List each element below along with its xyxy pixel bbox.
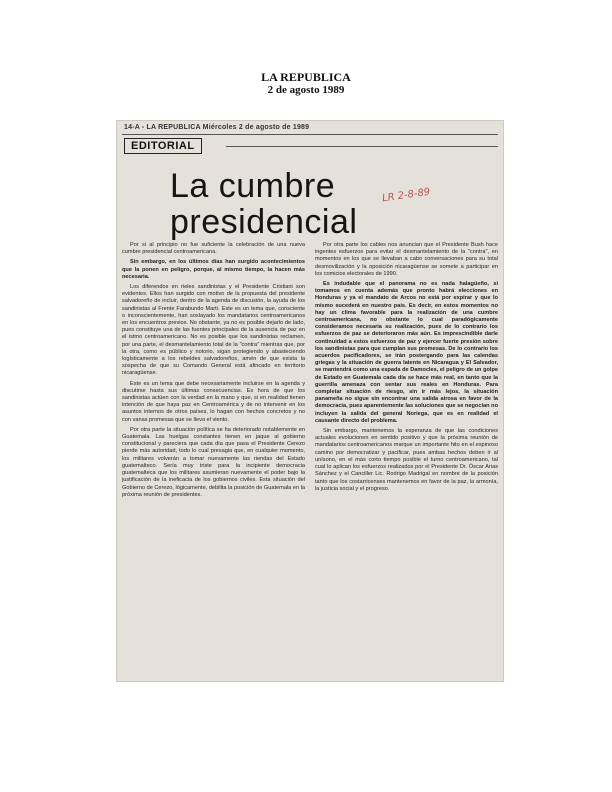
article-body [122, 242, 498, 674]
publication-date: 2 de agosto 1989 [267, 84, 345, 96]
headline-line-2: presidencial [170, 203, 358, 241]
paragraph: Por otra parte los cables nos anuncian que el Presidente Bush hace ingentes esfuerzos para evitar el desmantelamiento de la "contra", en momentos en los que se llevaban a cabo conversaciones para su total desmovilización y la oposición nicaragüense se somete a participar en los comicios electorales de 1990. [315, 242, 498, 277]
paragraph: Sin embargo, en los últimos días han surgido acontecimientos que la ponen en peligro, porque, al mismo tiempo, la hacen más necesaria. [122, 259, 305, 280]
page-folio: 14-A - LA REPUBLICA Miércoles 2 de agosto de 1989 [124, 124, 310, 131]
section-rule [226, 146, 498, 147]
handwritten-date-note: LR 2-8-89 [381, 186, 431, 205]
headline-line-1: La cumbre [170, 167, 336, 205]
editorial-headline [170, 168, 470, 240]
paragraph: Sin embargo, mantenemos la esperanza de que las condiciones actuales evolucionen en sentido positivo y que la próxima reunión de mandatarios centroamericanos marque un importante hito en el espinoso camino por democratizar y pacificar, pues ambas hechos deben ir al unísono, en el más corto tiempo posible el turno centroamericano, tal cual lo aplican los esfuerzos realizados por el Presidente Dr. Óscar Arias Sánchez y el Canciller Lic. Rodrigo Madrigal en nombre de la posición tanto que los costarricenses mantenemos en favor de la paz, la armonía, la justicia social y el progreso. [315, 428, 498, 492]
paragraph: Por otra parte la situación política se ha deteriorado notablemente en Guatemala. Las huelgas constantes tienen en jaque al gobierno constitucional y pareciera que cada día que pasa el Presidente Cerezo pierde más autoridad, todo lo cual presagia que, en cualquier momento, los militares volverán a tomar nuevamente las riendas del Estado guatemalteco. Sería muy triste para la incipiente democracia guatemalteca que los militares asumieran nuevamente el poder bajo la justificación de la ineficacia de los gobiernos civiles. Esta situación del Gobierno de Cerezo, lógicamente, debilita la posición de Guatemala en la próxima reunión de presidentes. [122, 426, 305, 498]
newspaper-name: LA REPUBLICA [261, 70, 351, 84]
paragraph: Este es un tema que debe necesariamente incluirse en la agenda y discutirse hasta sus últimas consecuencias. Es hora de que los sandinistas actúen con la verdad en la mano y que, si en realidad tienen intención de que haya paz en Centroamérica y de no intervenir en los asuntos internos de otros países, lo hagan con hechos concretos y no con vanas promesas que se lleva el viento. [122, 380, 305, 423]
left-column [122, 242, 305, 674]
document-header [0, 70, 612, 97]
section-label: EDITORIAL [124, 138, 202, 154]
paragraph: Los diferendos en rieles sandinistas y el Presidente Cristiani son evidentes. Ellos han surgido con motivo de la propuesta del presidente salvadoreño de incluir, dentro de la agenda de discusión, la ayuda de los sandinistas al Frente Farabundo Martí. Este es un tema que, consciente o inconscientemente, han soslayado los mandatarios centroamericanos en los encuentros previos. No obstante, ya no es posible dejarlo de lado, pues constituye una de las fuentes principales de la ausencia de paz en el istmo centroamericano. No es posible que los sandinistas reclamen, por una parte, el desmantelamiento total de la "contra" mientras que, por la otra, como es público y notorio, sigan protegiendo y abasteciendo logísticamente a los rebeldes salvadoreños, amén de que exista la sospecha de que su Comando General está afincado en territorio nicaragüense. [122, 284, 305, 377]
paragraph: Es indudable que el panorama no es nada halagüeño, si tomamos en cuenta además que pronto habrá elecciones en Honduras y ya el mandato de Arcos no está por expirar y que lo mismo sucederá en nuestro país. Es decir, en estos momentos no hay un clima favorable para la realización de una cumbre centroamericana, no obstante lo cual paradógicamente consideramos necesaria su realización, pues de lo contrario los esfuerzos de paz se deterioraron más aún. Es imprescindible darle continuidad a estos esfuerzos de paz y ejercer fuerte presión sobre los sandinistas para que cumplan sus promesas. De lo contrario los acuerdos pacificadores, se irán postergando para las calendas griegas y la situación de guerra latente en Nicaragua y El Salvador, se mantendrá como una espada de Damocles, el peligro de un golpe de Estado en Guatemala cada día se hace más real, en tanto que la guerrilla amenaza con sentar sus reales en Honduras. Para completar situación de riesgo, sin ir más lejos, la situación panameña no sigue sin encontrar una salida airosa en favor de la democracia, pues aparentemente las soluciones que se negocian no incluyen la salida del general Noriega, que es en realidad el causante directo del problema. [315, 281, 498, 424]
paragraph: Por si al principio no fue suficiente la celebración de una nueva cumbre presidencial centroamericana. [122, 242, 305, 256]
right-column [315, 242, 498, 674]
newspaper-clipping [116, 120, 504, 682]
folio-rule [122, 134, 498, 135]
